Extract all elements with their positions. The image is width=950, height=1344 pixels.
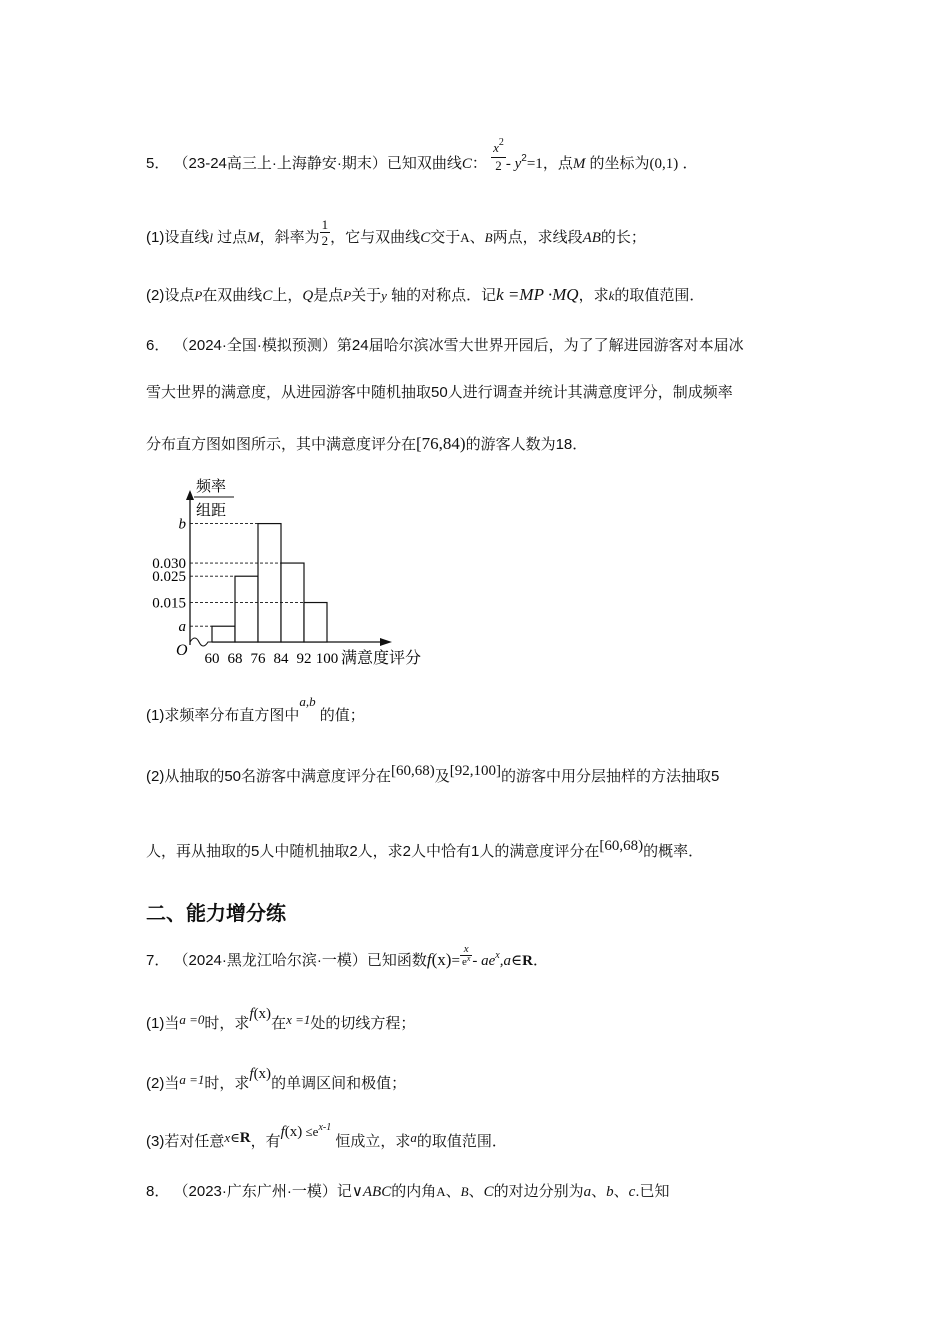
q7-part2: (2)当a =1时，求f(x)的单调区间和极值；	[146, 1066, 407, 1092]
q8-stem: 8． （2023·广东广州·一模）记∨ABC的内角A、B、C的对边分别为a、b、c.已知	[146, 1183, 670, 1200]
question-source: （23-24高三上·上海静安·期末）	[173, 155, 387, 172]
q5-stem: 5． （23-24高三上·上海静安·期末）已知双曲线C： $\frac{x^2}{2}$ - $y^2=1$，点M 的坐标为(0,1) ．	[146, 136, 698, 173]
histogram-bar	[212, 626, 235, 642]
q6-part2: (2)从抽取的50名游客中满意度评分在[60,68)及[92,100]的游客中用分层抽样的方法抽取5	[146, 763, 720, 785]
q6-line2: 雪大世界的满意度，从进园游客中随机抽取50人进行调查并统计其满意度评分，制成频率	[146, 384, 733, 401]
xtick-label: 60	[204, 651, 220, 667]
histogram	[152, 470, 460, 675]
origin-label: O	[176, 642, 188, 659]
xtick-label: 84	[273, 651, 289, 667]
q5-part2: (2)设点P在双曲线C上，Q是点P关于y 轴的对称点．记k =MP ·MQ，求k的取值范围．	[146, 285, 705, 304]
xtick-label: 92	[296, 651, 312, 667]
xlabel: 满意度评分	[341, 650, 422, 667]
axis-break	[190, 638, 212, 646]
xtick-label: 100	[315, 651, 339, 667]
q7-part3: (3)若对任意x∈R，有$f(x) \le e^{x-1}$ 恒成立，求a的取值范围．	[146, 1122, 507, 1150]
ylabel-top: 频率	[196, 478, 227, 495]
ytick-label: b	[178, 516, 186, 533]
ytick-label: 0.030	[152, 556, 186, 573]
x-axis-arrow	[380, 638, 392, 646]
q6-line3: 分布直方图如图所示，其中满意度评分在[76,84)的游客人数为18．	[146, 434, 588, 453]
ylabel-bottom: 组距	[196, 502, 227, 519]
ytick-label: 0.025	[152, 569, 186, 586]
q6-part2-line2: 人，再从抽取的5人中随机抽取2人，求2人中恰有1人的满意度评分在[60,68)的概率．	[146, 838, 704, 860]
question-number: 5．	[146, 155, 170, 172]
q7-stem: 7． （2024·黑龙江哈尔滨·一模）已知函数f(x)= $\frac{x}{e^x}$ - $ae^x,a\in R$．	[146, 943, 548, 969]
xtick-label: 68	[227, 651, 243, 667]
histogram-bar	[304, 603, 327, 642]
q7-part1: (1)当a =0时，求f(x)在x =1处的切线方程；	[146, 1006, 416, 1032]
histogram-bar	[258, 524, 281, 642]
xtick-label: 76	[250, 651, 266, 667]
y-axis-arrow	[186, 490, 194, 500]
q6-line1: 6． （2024·全国·模拟预测）第24届哈尔滨冰雪大世界开园后，为了了解进园游客对本届冰	[146, 337, 744, 354]
histogram-bar	[235, 576, 258, 642]
ytick-label: a	[178, 619, 186, 636]
section-title: 二、能力增分练	[146, 903, 286, 925]
ytick-label: 0.015	[152, 595, 186, 612]
q6-part1: (1)求频率分布直方图中a,b 的值；	[146, 694, 365, 724]
q5-part1: (1)设直线l 过点M，斜率为 $\frac{1}{2}$ ，它与双曲线C交于A、B两点，求线段AB的长；	[146, 216, 646, 248]
hyperbola-fraction: $\frac{x^2}{2}$	[493, 136, 504, 173]
